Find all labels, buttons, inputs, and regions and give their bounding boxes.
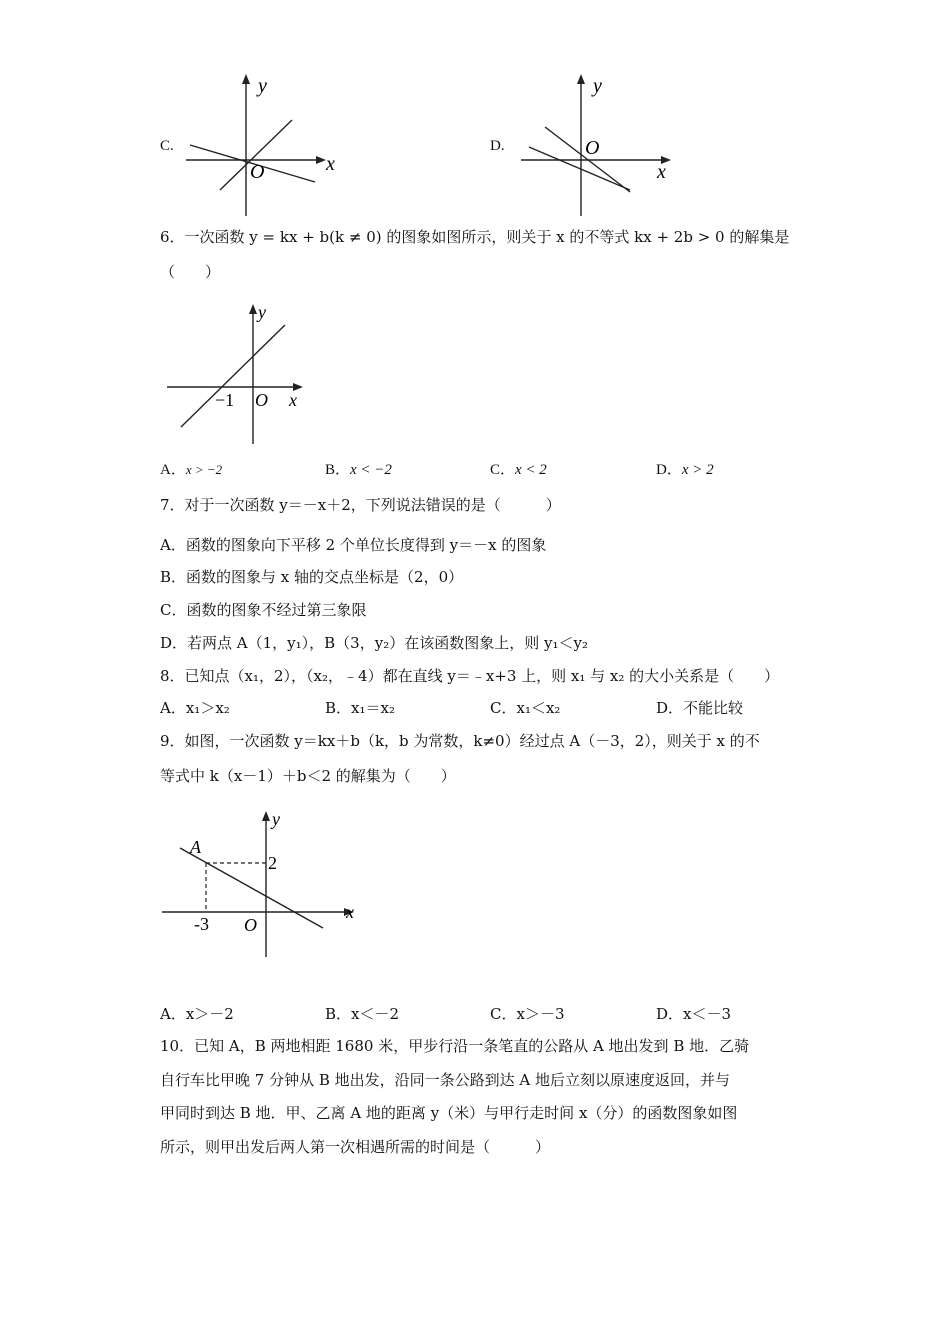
option-text: x＜－3 [683,1005,732,1023]
q6-option-c[interactable] [490,459,547,480]
y-axis-label: y [258,302,266,322]
q5-graph-d [515,72,685,222]
x-axis-label: x [657,161,666,183]
x-axis-label: x [346,902,354,922]
q10-stem-line3: 甲同时到达 B 地．甲、乙离 A 地的距离 y（米）与甲行走时间 x（分）的函数图象如图 [160,1104,738,1122]
tick-label-neg3: -3 [194,914,209,934]
option-text: x > 2 [681,462,714,478]
option-text: x₁＝x₂ [351,699,395,717]
q9-option-b[interactable] [325,1004,399,1024]
option-text: x＞－3 [516,1005,565,1023]
q8-option-d[interactable] [656,698,743,718]
x-arrow-icon [316,156,326,164]
tick-label-neg1: −1 [215,390,235,410]
q6-answer-paren: （ ） [160,263,221,281]
q7-option-c[interactable]: C．函数的图象不经过第三象限 [160,601,367,619]
y-arrow-icon [242,74,250,84]
origin-label: O [585,137,600,159]
y-axis-label: y [258,75,267,97]
q6-option-b[interactable] [325,459,392,480]
q8-option-b[interactable] [325,698,395,718]
point-a-label: A [190,837,201,857]
option-label: A． [160,1005,186,1023]
option-text: x＞－2 [185,1005,234,1023]
option-label: D． [656,699,684,717]
q6-option-a[interactable] [160,459,222,480]
option-text: x₁＞x₂ [185,699,230,717]
q9-option-a[interactable] [160,1004,234,1024]
q6-stem: 6．一次函数 y = kx + b(k ≠ 0) 的图象如图所示，则关于 x 的不等式 kx + 2b > 0 的解集是 [160,228,790,246]
option-text: x > −2 [185,462,223,477]
option-label: D． [656,462,682,478]
option-label: C． [490,462,516,478]
q7-option-d[interactable]: D．若两点 A（1，y₁），B（3，y₂）在该函数图象上，则 y₁＜y₂ [160,634,588,652]
q6-graph [165,300,315,450]
q6-option-d[interactable] [656,459,714,480]
option-label: A． [160,462,186,478]
y-axis-label: y [272,809,280,829]
q8-option-c[interactable] [490,698,560,718]
q9-option-c[interactable] [490,1004,565,1024]
x-axis-label: x [326,153,335,175]
option-label: A． [160,699,186,717]
q9-stem-line1: 9．如图，一次函数 y＝kx＋b（k，b 为常数，k≠0）经过点 A（－3，2），则关于 x 的不 [160,732,760,750]
q10-stem-line1: 10．已知 A，B 两地相距 1680 米，甲步行沿一条笔直的公路从 A 地出发到 B 地．乙骑 [160,1037,750,1055]
option-label: C． [490,1005,517,1023]
x-axis-label: x [289,390,297,410]
q5-option-c-label[interactable]: C. [160,138,174,154]
option-text: x₁＜x₂ [516,699,561,717]
q7-stem: 7．对于一次函数 y＝－x＋2，下列说法错误的是（ ） [160,496,561,514]
q8-option-a[interactable] [160,698,230,718]
option-label: C． [490,699,517,717]
option-label: B． [325,1005,352,1023]
option-text: 不能比较 [683,699,744,717]
option-label: D． [656,1005,684,1023]
function-line [181,325,285,427]
q10-stem-line2: 自行车比甲晚 7 分钟从 B 地出发，沿同一条公路到达 A 地后立刻以原速度返回，并与 [160,1071,731,1089]
y-arrow-icon [262,811,270,821]
q7-option-b[interactable]: B．函数的图象与 x 轴的交点坐标是（2，0） [160,568,464,586]
option-label: B． [325,699,352,717]
q8-stem: 8．已知点（x₁，2），（x₂，﹣4）都在直线 y＝﹣x+3 上，则 x₁ 与 x₂ 的大小关系是（ ） [160,667,780,685]
q5-option-d-label[interactable]: D. [490,138,505,154]
option-text: x < −2 [350,462,392,478]
q7-option-a[interactable]: A．函数的图象向下平移 2 个单位长度得到 y＝－x 的图象 [160,536,547,554]
q9-option-d[interactable] [656,1004,731,1024]
y-axis-label: y [593,75,602,97]
q9-stem-line2: 等式中 k（x－1）＋b＜2 的解集为（ ） [160,767,456,785]
q9-graph [160,805,370,965]
origin-label: O [255,390,268,410]
y-arrow-icon [249,304,257,314]
option-text: x＜－2 [351,1005,400,1023]
origin-label: O [250,161,265,183]
option-label: B． [325,462,351,478]
tick-label-2: 2 [268,853,277,873]
y-arrow-icon [577,74,585,84]
q10-stem-line4: 所示，则甲出发后两人第一次相遇所需的时间是（ ） [160,1138,551,1156]
origin-label: O [244,915,257,935]
option-text: x < 2 [515,462,547,478]
q5-graph-c [180,72,340,222]
